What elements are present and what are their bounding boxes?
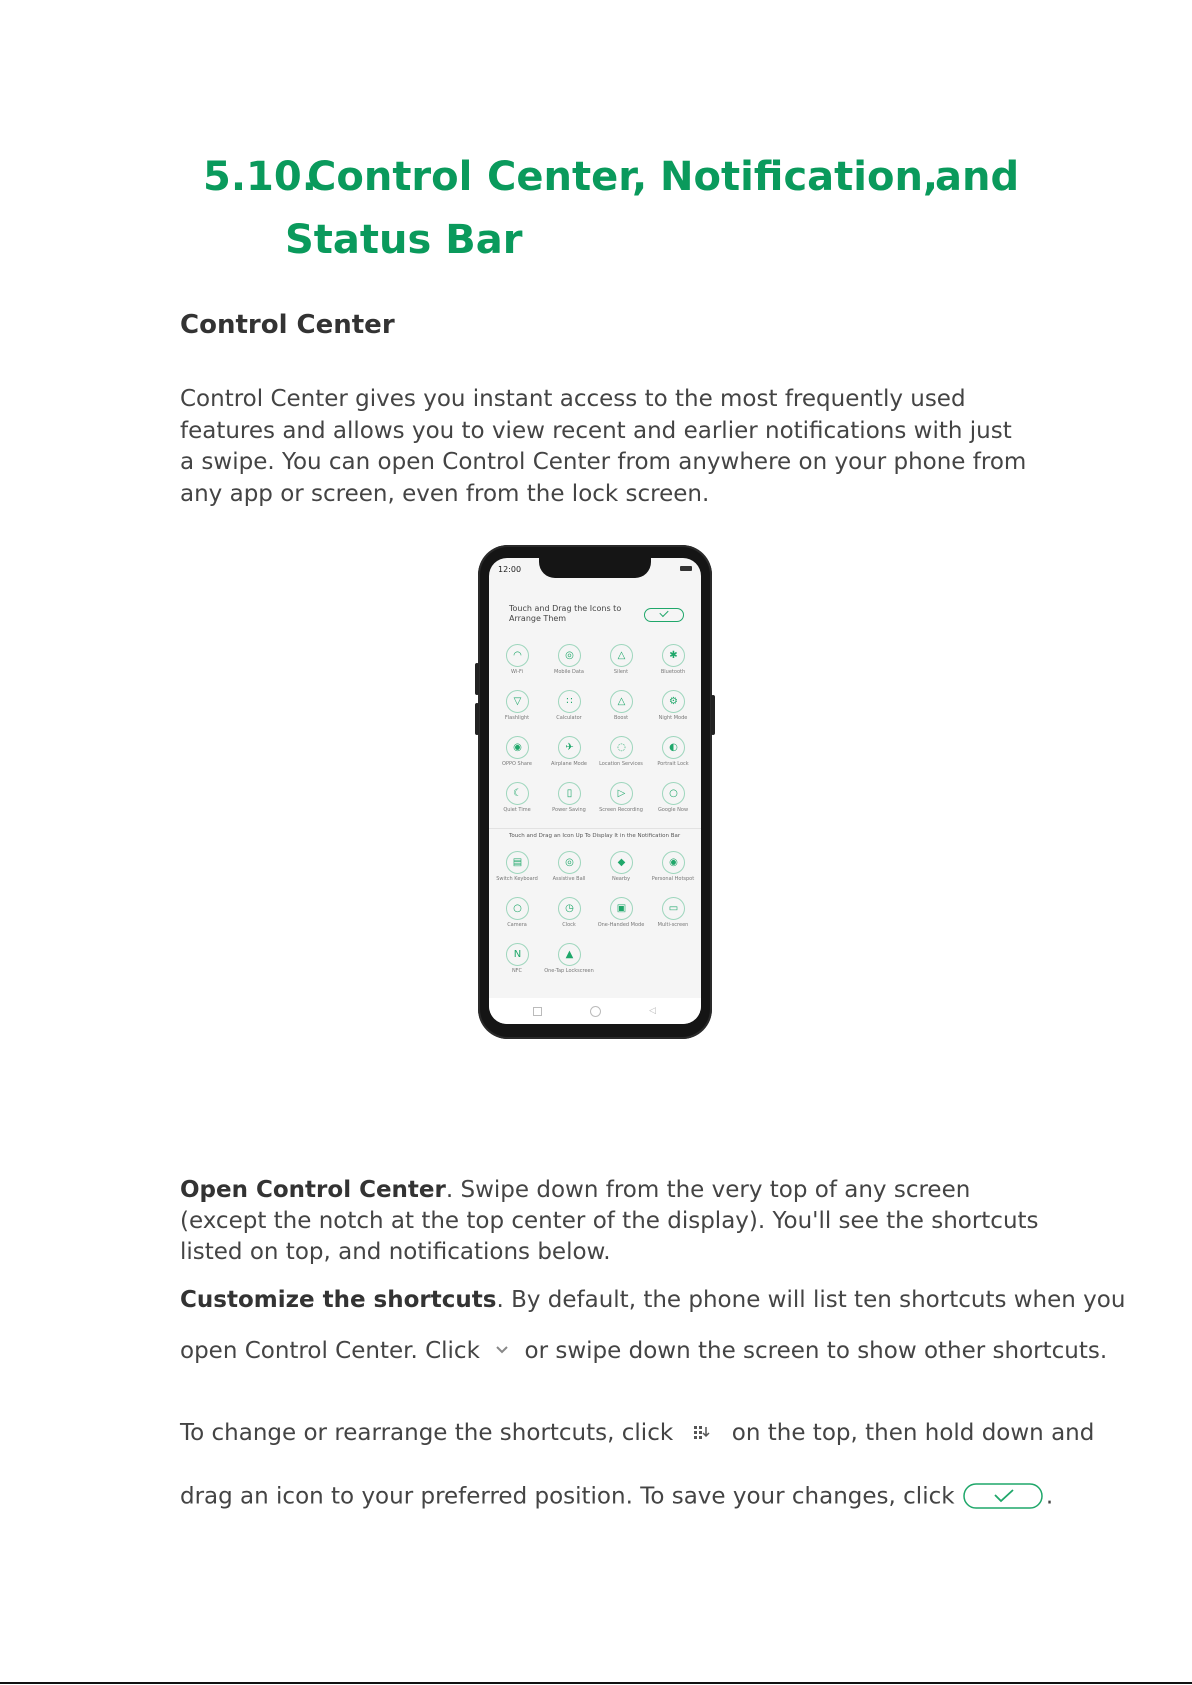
section-title: Control Center bbox=[180, 310, 395, 340]
change-line-2 bbox=[180, 1482, 1053, 1512]
shortcut-grid-bottom bbox=[491, 849, 699, 987]
shortcut-icon: ○ bbox=[662, 782, 685, 805]
change-text-1b: on the top, then hold down and bbox=[731, 1420, 1095, 1446]
customize-line-1 bbox=[180, 1287, 1125, 1313]
shortcut-label: Nearby bbox=[611, 876, 631, 882]
battery-icon bbox=[680, 566, 692, 571]
shortcut-icon: ⚙ bbox=[662, 690, 685, 713]
shortcut-label: Assistive Ball bbox=[552, 876, 586, 882]
power-button bbox=[711, 695, 715, 735]
open-control-center-text: . Swipe down from the very top of any screen (except the notch at the top center of the display). You'll see the shortcuts listed on top, and notifications below. bbox=[180, 1177, 1039, 1265]
shortcut-label: Screen Recording bbox=[599, 807, 643, 813]
shortcut-label: One-Tap Lockscreen bbox=[544, 968, 594, 974]
volume-button bbox=[475, 663, 479, 695]
phone-screen bbox=[489, 558, 701, 1024]
shortcut-label: Portrait Lock bbox=[657, 761, 689, 767]
customize-text-2b: or swipe down the screen to show other shortcuts. bbox=[524, 1338, 1108, 1364]
shortcut-tile bbox=[491, 780, 543, 826]
divider bbox=[489, 828, 701, 829]
screen-hint: Touch and Drag the Icons to Arrange Them bbox=[509, 604, 622, 623]
shortcut-icon: ◉ bbox=[662, 851, 685, 874]
change-text-2a: drag an icon to your preferred position. To save your changes, click bbox=[180, 1483, 955, 1510]
shortcut-icon: ◎ bbox=[558, 851, 581, 874]
shortcut-icon: △ bbox=[610, 690, 633, 713]
shortcut-tile bbox=[543, 941, 595, 987]
open-control-center-paragraph bbox=[180, 1175, 1040, 1268]
shortcut-label: Airplane Mode bbox=[551, 761, 587, 767]
shortcut-label: Camera bbox=[507, 922, 527, 928]
shortcut-label: Quiet Time bbox=[503, 807, 531, 813]
shortcut-icon: ○ bbox=[506, 897, 529, 920]
shortcut-tile bbox=[647, 688, 699, 734]
customize-bold: Customize the shortcuts bbox=[180, 1287, 497, 1313]
shortcut-tile bbox=[647, 642, 699, 688]
shortcut-label: Boost bbox=[613, 715, 629, 721]
customize-text-1: . By default, the phone will list ten shortcuts when you bbox=[496, 1287, 1126, 1313]
shortcut-icon: N bbox=[506, 943, 529, 966]
shortcut-label: Night Mode bbox=[658, 715, 688, 721]
shortcut-tile bbox=[543, 849, 595, 895]
shortcut-label: Calculator bbox=[556, 715, 582, 721]
shortcut-tile bbox=[647, 895, 699, 941]
heading-word-control: Control bbox=[307, 154, 473, 200]
shortcut-label: Silent bbox=[613, 669, 629, 675]
shortcut-icon: ▽ bbox=[506, 690, 529, 713]
shortcut-label: Clock bbox=[562, 922, 576, 928]
shortcut-icon: ▭ bbox=[662, 897, 685, 920]
shortcut-tile bbox=[491, 895, 543, 941]
back-icon: ◁ bbox=[649, 1006, 656, 1016]
shortcut-label: Multi-screen bbox=[657, 922, 689, 928]
home-icon bbox=[590, 1006, 601, 1017]
shortcut-tile bbox=[491, 941, 543, 987]
heading-word-center: Center, bbox=[487, 154, 648, 200]
shortcut-icon: ◐ bbox=[662, 736, 685, 759]
shortcut-label: Power Saving bbox=[552, 807, 586, 813]
customize-line-2 bbox=[180, 1338, 1107, 1364]
shortcut-label: Switch Keyboard bbox=[496, 876, 538, 882]
screen-hint-secondary: Touch and Drag an Icon Up To Display It in the Notification Bar bbox=[509, 833, 681, 839]
status-time: 12:00 bbox=[498, 565, 522, 574]
shortcut-tile bbox=[543, 780, 595, 826]
change-text-2b: . bbox=[1045, 1483, 1054, 1510]
shortcut-icon: ▣ bbox=[610, 897, 633, 920]
shortcut-tile bbox=[543, 734, 595, 780]
shortcut-tile bbox=[647, 780, 699, 826]
shortcut-tile bbox=[647, 849, 699, 895]
footer-rule bbox=[0, 1682, 1192, 1684]
shortcut-label: Google Now bbox=[657, 807, 689, 813]
shortcut-icon: ▷ bbox=[610, 782, 633, 805]
customize-text-2a: open Control Center. Click bbox=[180, 1338, 480, 1364]
phone-notch bbox=[539, 558, 651, 578]
shortcut-label: OPPO Share bbox=[502, 761, 532, 767]
edit-shortcuts-icon bbox=[680, 1423, 724, 1445]
shortcut-label: Mobile Data bbox=[554, 669, 584, 675]
shortcut-tile bbox=[491, 849, 543, 895]
shortcut-label: Wi-Fi bbox=[511, 669, 523, 675]
nav-bar bbox=[489, 998, 701, 1024]
shortcut-tile bbox=[543, 688, 595, 734]
shortcut-label: NFC bbox=[511, 968, 523, 974]
shortcut-icon: ▤ bbox=[506, 851, 529, 874]
shortcut-icon: ◆ bbox=[610, 851, 633, 874]
confirm-check-icon bbox=[962, 1482, 1046, 1512]
shortcut-icon: ◌ bbox=[610, 736, 633, 759]
shortcut-grid-top bbox=[491, 642, 699, 826]
shortcut-icon: ✈ bbox=[558, 736, 581, 759]
shortcut-icon: ▲ bbox=[558, 943, 581, 966]
change-text-1a: To change or rearrange the shortcuts, click bbox=[180, 1420, 674, 1446]
shortcut-tile bbox=[595, 780, 647, 826]
intro-paragraph: Control Center gives you instant access to the most frequently used features and allows you to view recent and earlier notifications with just a swipe. You can open Control Center from anywhere on your phone from any app or screen, even from the lock screen. bbox=[180, 386, 1027, 507]
confirm-check-button bbox=[644, 608, 684, 622]
shortcut-label: Personal Hotspot bbox=[651, 876, 695, 882]
phone-illustration bbox=[478, 545, 712, 1039]
shortcut-icon: △ bbox=[610, 644, 633, 667]
shortcut-label: Bluetooth bbox=[660, 669, 686, 675]
shortcut-tile bbox=[491, 688, 543, 734]
shortcut-tile bbox=[647, 734, 699, 780]
shortcut-label: One-Handed Mode bbox=[597, 922, 645, 928]
volume-button bbox=[475, 703, 479, 735]
shortcut-tile bbox=[595, 642, 647, 688]
shortcut-tile bbox=[595, 688, 647, 734]
shortcut-tile bbox=[491, 642, 543, 688]
shortcut-tile bbox=[543, 642, 595, 688]
shortcut-label: Location Services bbox=[599, 761, 643, 767]
shortcut-icon: ◎ bbox=[558, 644, 581, 667]
shortcut-icon: ◉ bbox=[506, 736, 529, 759]
change-line-1 bbox=[180, 1420, 1094, 1446]
shortcut-label: Flashlight bbox=[504, 715, 530, 721]
shortcut-icon: ∷ bbox=[558, 690, 581, 713]
shortcut-icon: ◠ bbox=[506, 644, 529, 667]
chevron-down-icon bbox=[487, 1342, 517, 1362]
shortcut-icon: ✱ bbox=[662, 644, 685, 667]
shortcut-icon: ◷ bbox=[558, 897, 581, 920]
heading-word-and: and bbox=[935, 154, 1020, 200]
shortcut-icon: ▯ bbox=[558, 782, 581, 805]
shortcut-tile bbox=[595, 849, 647, 895]
shortcut-tile bbox=[595, 734, 647, 780]
recents-icon bbox=[533, 1007, 542, 1016]
heading-line-status-bar: Status Bar bbox=[285, 217, 523, 263]
shortcut-tile bbox=[543, 895, 595, 941]
heading-number: 5.10. bbox=[203, 154, 317, 200]
shortcut-icon: ☾ bbox=[506, 782, 529, 805]
shortcut-tile bbox=[595, 895, 647, 941]
heading-word-notification: Notification, bbox=[660, 154, 939, 200]
shortcut-tile bbox=[491, 734, 543, 780]
open-control-center-bold: Open Control Center bbox=[180, 1177, 446, 1203]
